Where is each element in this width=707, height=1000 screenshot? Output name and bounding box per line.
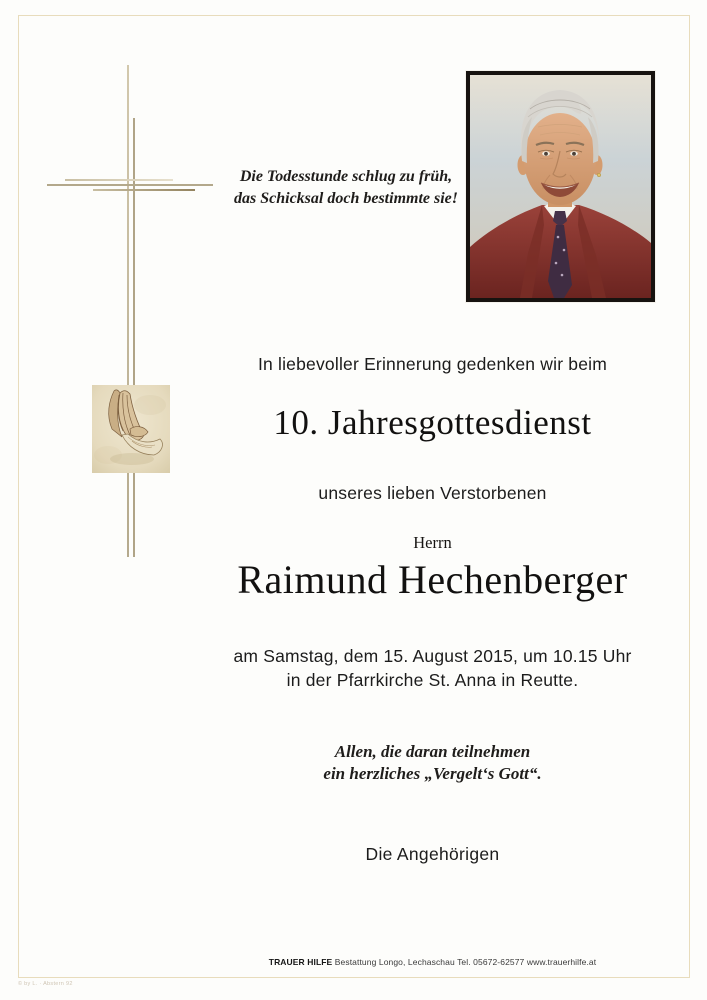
thanks-line-2: ein herzliches „Vergelt‘s Gott“. [323,764,542,783]
quote-line-1: Die Todesstunde schlug zu früh, [239,168,453,185]
salutation: Herrn [413,533,452,552]
funeral-home-brand: TRAUER HILFE [268,957,333,967]
deceased-intro: unseres lieben Verstorbenen [318,483,547,503]
quote-line-2: das Schicksal doch bestimmte sie! [234,189,458,207]
cross-horizontal-line-3 [93,189,195,191]
closing-signature: Die Angehörigen [365,844,500,864]
printers-mark: © by L. · Abstern 92 [18,981,73,987]
service-date-location [180,645,685,692]
remembrance-intro: In liebevoller Erinnerung gedenken wir beim [257,354,608,374]
memorial-quote [226,166,466,209]
thanks-line-1: Allen, die daran teilnehmen [334,742,531,761]
portrait-photo [466,71,655,302]
praying-hands-illustration [92,385,170,473]
funeral-home-info: Bestattung Longo, Lechaschau Tel. 05672-62577 www.trauerhilfe.at [332,957,597,967]
cross-horizontal-line-2 [47,184,213,186]
funeral-home-footer [180,957,685,967]
service-location-line: in der Pfarrkirche St. Anna in Reutte. [286,669,579,690]
service-date-line: am Samstag, dem 15. August 2015, um 10.15 Uhr [233,646,632,666]
deceased-name: Raimund Hechenberger [237,557,628,602]
cross-horizontal-line-1 [65,179,173,181]
service-title: 10. Jahresgottesdienst [273,403,592,442]
thanks-note [180,741,685,785]
cross-vertical-line-1 [127,65,129,557]
